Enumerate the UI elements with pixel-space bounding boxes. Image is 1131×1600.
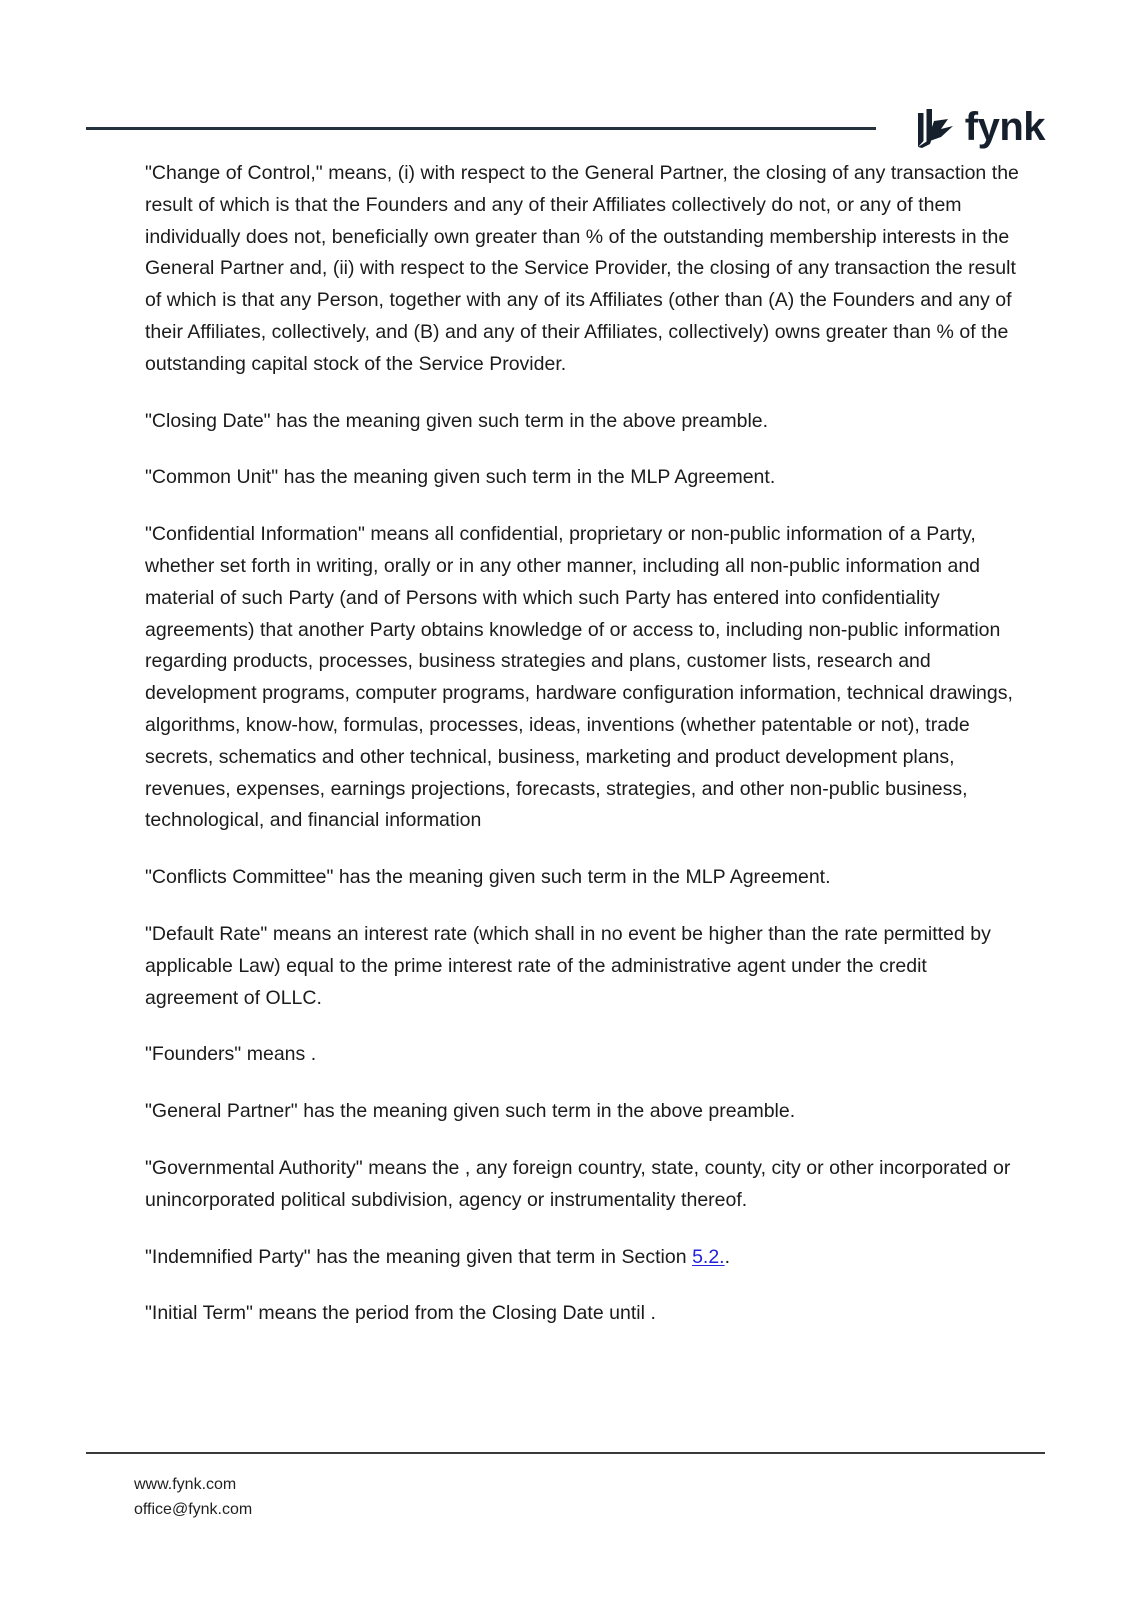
clause-conflicts-committee: "Conflicts Committee" has the meaning given such term in the MLP Agreement. [145, 866, 831, 889]
section-5-2-link[interactable]: 5.2. [692, 1245, 725, 1268]
clause-founders: "Founders" means . [145, 1043, 317, 1066]
clause-governmental-authority: "Governmental Authority" means the , any foreign country, state, county, city or other incorporated or unincorporated political subdivision, agency or instrumentality thereof. [145, 1156, 1011, 1211]
fynk-logo [908, 96, 1045, 160]
clause-default-rate: "Default Rate" means an interest rate (which shall in no event be higher than the rate permitted by applicable Law) equal to the prime interest rate of the administrative agent under the credit agreement of OLLC. [145, 922, 991, 1009]
clause-confidential-information: "Confidential Information" means all confidential, proprietary or non-public information of a Party, whether set forth in writing, orally or in any other manner, including all non-public information and material of such Party (and of Persons with which such Party has entered into confidentiality agreements) that another Party obtains knowledge of or access to, including non-public information regarding products, processes, business strategies and plans, customer lists, research and development programs, computer programs, hardware configuration information, technical drawings, algorithms, know-how, formulas, processes, ideas, inventions (whether patentable or not), trade secrets, schematics and other technical, business, marketing and product development plans, revenues, expenses, earnings projections, forecasts, strategies, and other non-public business, technological, and financial information [145, 523, 1013, 832]
brand-wordmark: fynk [964, 104, 1045, 149]
clause-indemnified-party [145, 1242, 1022, 1274]
document-body [145, 158, 1022, 1330]
page-footer [86, 1452, 1045, 1522]
clause-indemnified-party-suffix: . [724, 1245, 731, 1268]
fynk-origami-bird-icon [908, 107, 954, 149]
clause-closing-date: "Closing Date" has the meaning given such term in the above preamble. [145, 409, 769, 432]
footer-divider [86, 1452, 1045, 1454]
clause-common-unit: "Common Unit" has the meaning given such term in the MLP Agreement. [145, 466, 776, 489]
clause-indemnified-party-prefix: "Indemnified Party" has the meaning given that term in Section [145, 1245, 693, 1268]
header-divider [86, 127, 876, 130]
clause-initial-term: "Initial Term" means the period from the Closing Date until . [145, 1302, 656, 1325]
footer-website[interactable]: www.fynk.com [134, 1476, 237, 1493]
clause-general-partner: "General Partner" has the meaning given such term in the above preamble. [145, 1100, 796, 1123]
footer-contact [86, 1472, 1045, 1522]
footer-email[interactable]: office@fynk.com [134, 1501, 253, 1518]
page-header [86, 96, 1045, 160]
clause-change-of-control: "Change of Control," means, (i) with respect to the General Partner, the closing of any transaction the result of which is that the Founders and any of their Affiliates collectively do not, or any of them individually does not, beneficially own greater than % of the outstanding membership interests in the General Partner and, (ii) with respect to the Service Provider, the closing of any transaction the result of which is that any Person, together with any of its Affiliates (other than (A) the Founders and any of their Affiliates, collectively, and (B) and any of their Affiliates, collectively) owns greater than % of the outstanding capital stock of the Service Provider. [145, 162, 1019, 375]
